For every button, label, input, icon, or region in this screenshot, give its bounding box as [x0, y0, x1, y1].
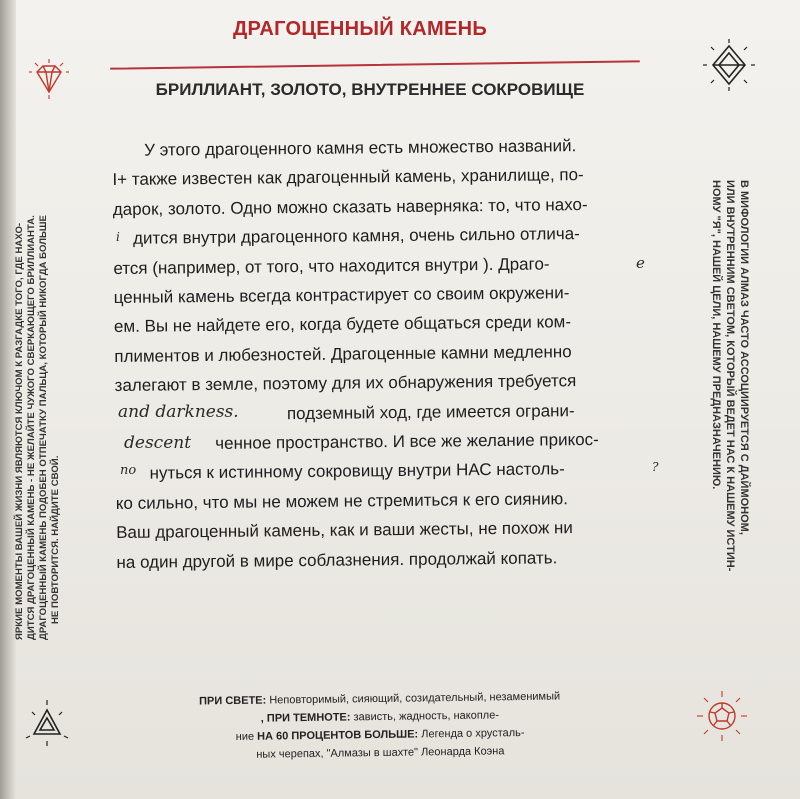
footer-text-dark: зависть, жадность, накопле- [350, 709, 500, 724]
footer-text-extra-pre: ние [235, 730, 258, 744]
body-line: дится внутри драгоценного камня, очень сильно отлича- [132, 224, 580, 249]
diamond-gem-icon [28, 58, 70, 100]
body-text [112, 130, 647, 577]
body-line: ко сильно, что мы не можем не стремиться к его сиянию. [115, 489, 568, 513]
body-line: плиментов и любезностей. Драгоценные камни медленно [114, 342, 572, 366]
side-note-line: ЯРКИЕ МОМЕНТЫ ВАШЕЙ ЖИЗНИ ЯВЛЯЮТСЯ КЛЮЧОМ К РАЗГАДКЕ ТОГО, ГДЕ НАХО- [14, 222, 25, 640]
body-line: Ваш драгоценный камень, как и ваши жесты, не похож ни [116, 518, 573, 543]
handwritten-and-darkness: and darkness. [118, 402, 239, 422]
page-title: ДРАГОЦЕННЫЙ КАМЕНЬ [232, 18, 488, 40]
footer-text-light: Неповторимый, сияющий, созидательный, незаменимый [266, 690, 561, 707]
triangle-gem-icon [22, 698, 72, 748]
body-line: У этого драгоценного камня есть множество названий. [144, 136, 577, 160]
side-note-line: В МИФОЛОГИИ АЛМАЗ ЧАСТО АССОЦИИРУЕТСЯ С ДАЙМОНОМ, [738, 180, 750, 535]
handwritten-descent: descent [124, 433, 192, 453]
body-line: ценный камень всегда контрастирует со своим окружени- [113, 283, 570, 308]
side-note-line: ДРАГОЦЕННЫЙ КАМЕНЬ ПОДОБЕН ОТПЕЧАТКУ ПАЛЬЦА, КОТОРЫЙ НИКОГДА БОЛЬШЕ [38, 215, 49, 640]
body-line: на один другой в мире соблазнения. продолжай копать. [116, 548, 558, 572]
footer-text-extra: Легенда о хрусталь- [418, 726, 525, 741]
handwritten-e: e [636, 254, 645, 272]
round-gem-icon [694, 688, 750, 744]
body-line: залегают в земле, поэтому для их обнаружения требуется [114, 371, 577, 396]
body-line: I+ также известен как драгоценный камень, хранилище, по- [112, 165, 584, 190]
handwritten-question: ? [652, 460, 659, 474]
footer-label-light: ПРИ СВЕТЕ: [199, 694, 267, 708]
side-note-left [8, 170, 68, 640]
footer-label-extra: НА 60 ПРОЦЕНТОВ БОЛЬШЕ: [257, 728, 419, 743]
footer-notes [150, 687, 611, 765]
side-note-right [695, 180, 765, 630]
side-note-line: НОМУ "Я", НАШЕЙ ЦЕЛИ, НАШЕМУ ПРЕДНАЗНАЧЕНИЮ. [710, 180, 722, 490]
handwritten-no: no [120, 463, 137, 478]
title-underline [110, 60, 640, 69]
diamond-outline-icon [702, 38, 756, 92]
body-line: дарок, золото. Одно можно сказать наверняка: то, что нахо- [112, 194, 588, 219]
body-line: ем. Вы не найдете его, когда будете общаться среди ком- [113, 312, 572, 337]
body-line: ется (например, от того, что находится внутри ). Драго- [113, 254, 550, 278]
body-line: ченное пространство. И все же желание прикос- [215, 429, 599, 453]
page-subtitle: БРИЛЛИАНТ, ЗОЛОТО, ВНУТРЕННЕЕ СОКРОВИЩЕ [155, 80, 585, 99]
footer-label-dark: , ПРИ ТЕМНОТЕ: [260, 711, 351, 725]
footer-line: ных черепах, "Алмазы в шахте" Леонарда Коэна [256, 745, 505, 761]
side-note-line: ДИТСЯ ДРАГОЦЕННЫЙ КАМЕНЬ - НЕ ЖЕЛАЙТЕ ЧУЖОГО СВЕРКАЮЩЕГО БРИЛЛИАНТА. [26, 215, 37, 640]
side-note-line: НЕ ПОВТОРИТСЯ. НАЙДИТЕ СВОЙ. [50, 455, 61, 624]
body-line: нуться к истинному сокровищу внутри НАС настоль- [149, 459, 565, 484]
handwritten-mark: i [116, 230, 120, 244]
side-note-line: ИЛИ ВНУТРЕННИМ СВЕТОМ, КОТОРЫЙ ВЕДЕТ НАС К НАШЕМУ ИСТИН- [724, 180, 736, 572]
body-line: подземный ход, где имеется ограни- [286, 400, 575, 423]
